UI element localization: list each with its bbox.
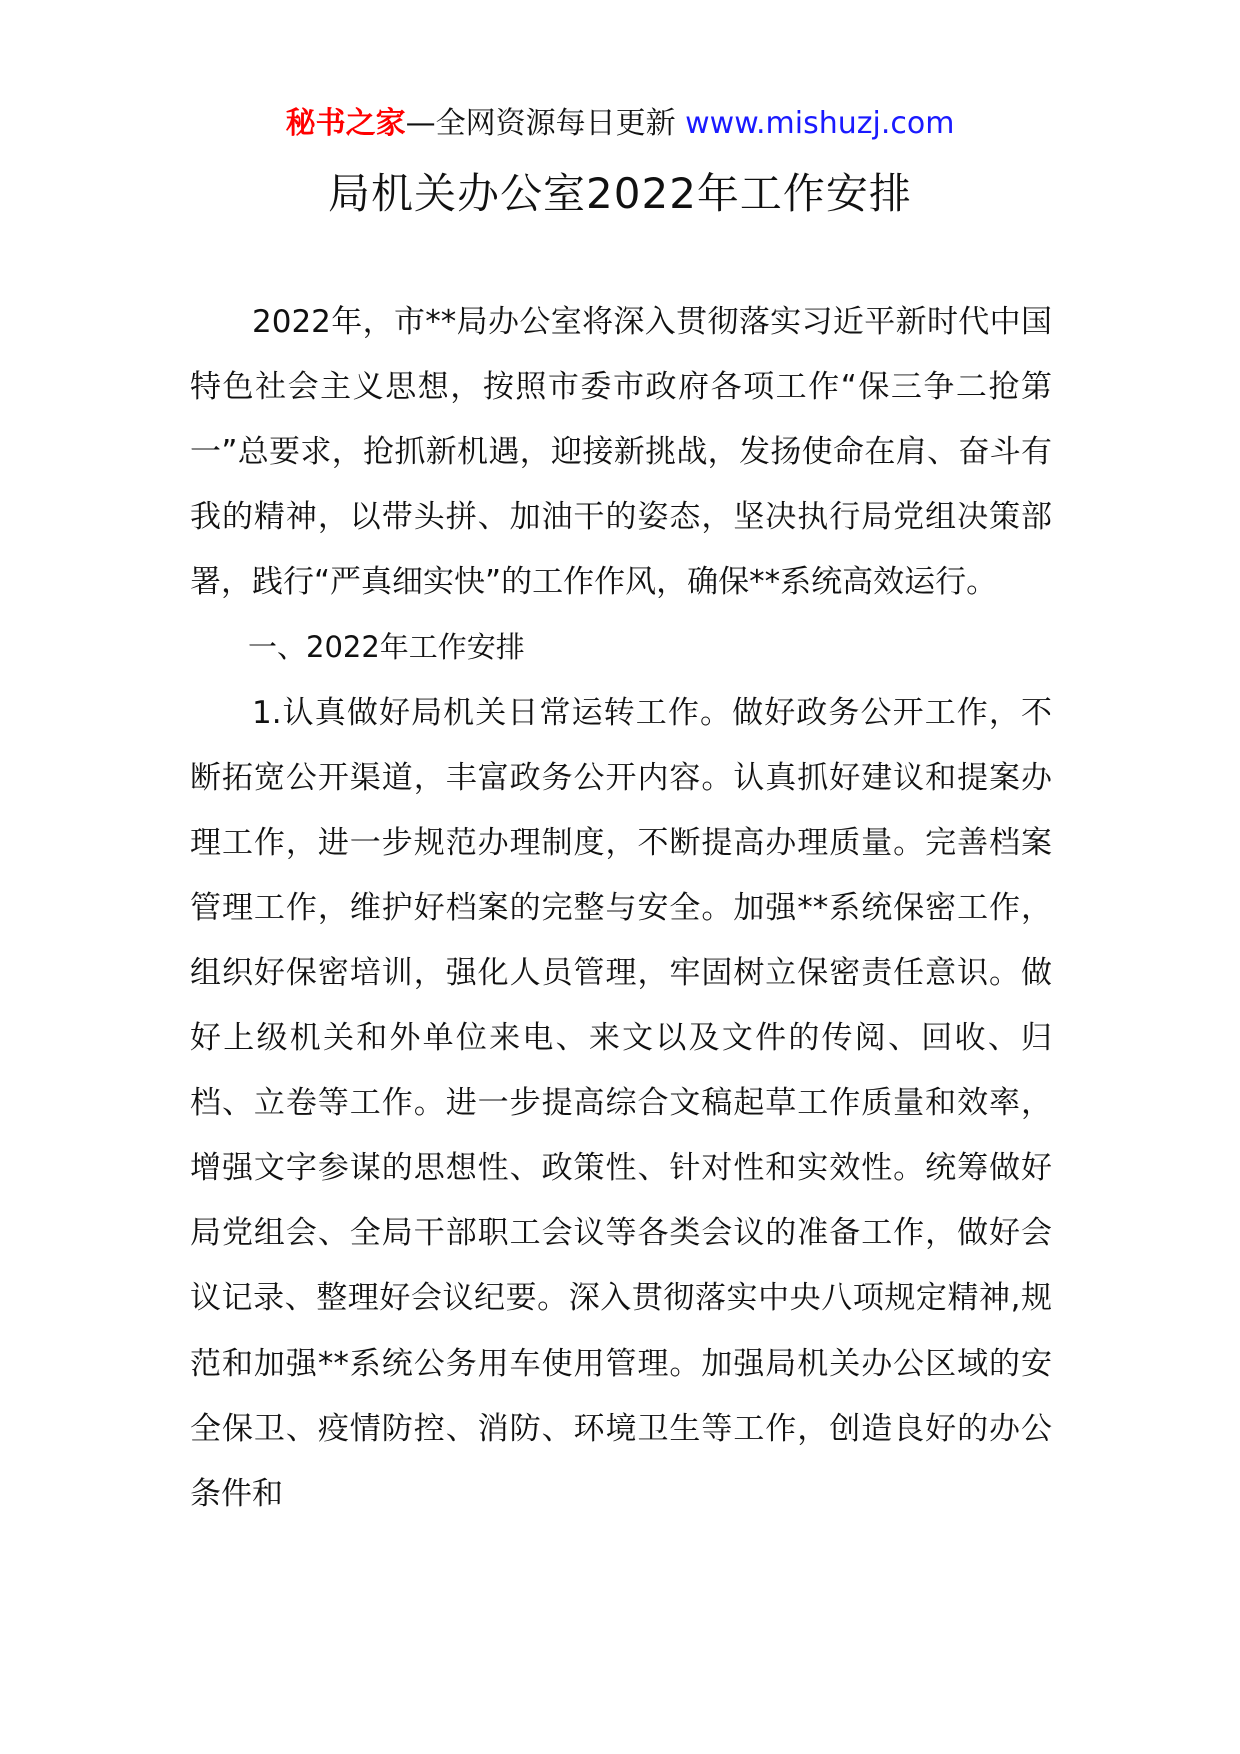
- site-header-banner: [0, 104, 1240, 144]
- document-title: 局机关办公室2022年工作安排: [328, 169, 912, 218]
- intro-paragraph: 2022年，市**局办公室将深入贯彻落实习近平新时代中国特色社会主义思想，按照市委市政府各项工作“保三争二抢第一”总要求，抢抓新机遇，迎接新挑战，发扬使命在肩、奋斗有我的精神，以带头拼、加油干的姿态，坚决执行局党组决策部署，践行“严真细实快”的工作作风，确保**系统高效运行。: [190, 304, 1052, 601]
- item-1-paragraph: 1.认真做好局机关日常运转工作。做好政务公开工作，不断拓宽公开渠道，丰富政务公开内容。认真抓好建议和提案办理工作，进一步规范办理制度，不断提高办理质量。完善档案管理工作，维护好档案的完整与安全。加强**系统保密工作，组织好保密培训，强化人员管理，牢固树立保密责任意识。做好上级机关和外单位来电、来文以及文件的传阅、回收、归档、立卷等工作。进一步提高综合文稿起草工作质量和效率，增强文字参谋的思想性、政策性、针对性和实效性。统筹做好局党组会、全局干部职工会议等各类会议的准备工作，做好会议记录、整理好会议纪要。深入贯彻落实中央八项规定精神,规范和加强**系统公务用车使用管理。加强局机关办公区域的安全保卫、疫情防控、消防、环境卫生等工作，创造良好的办公条件和: [190, 694, 1052, 1512]
- section-heading: 一、2022年工作安排: [248, 630, 525, 665]
- site-url-link[interactable]: www.mishuzj.com: [685, 106, 955, 141]
- header-tagline: —全网资源每日更新: [405, 106, 676, 141]
- brand-name: 秘书之家: [285, 106, 406, 141]
- document-body: [190, 290, 1052, 1527]
